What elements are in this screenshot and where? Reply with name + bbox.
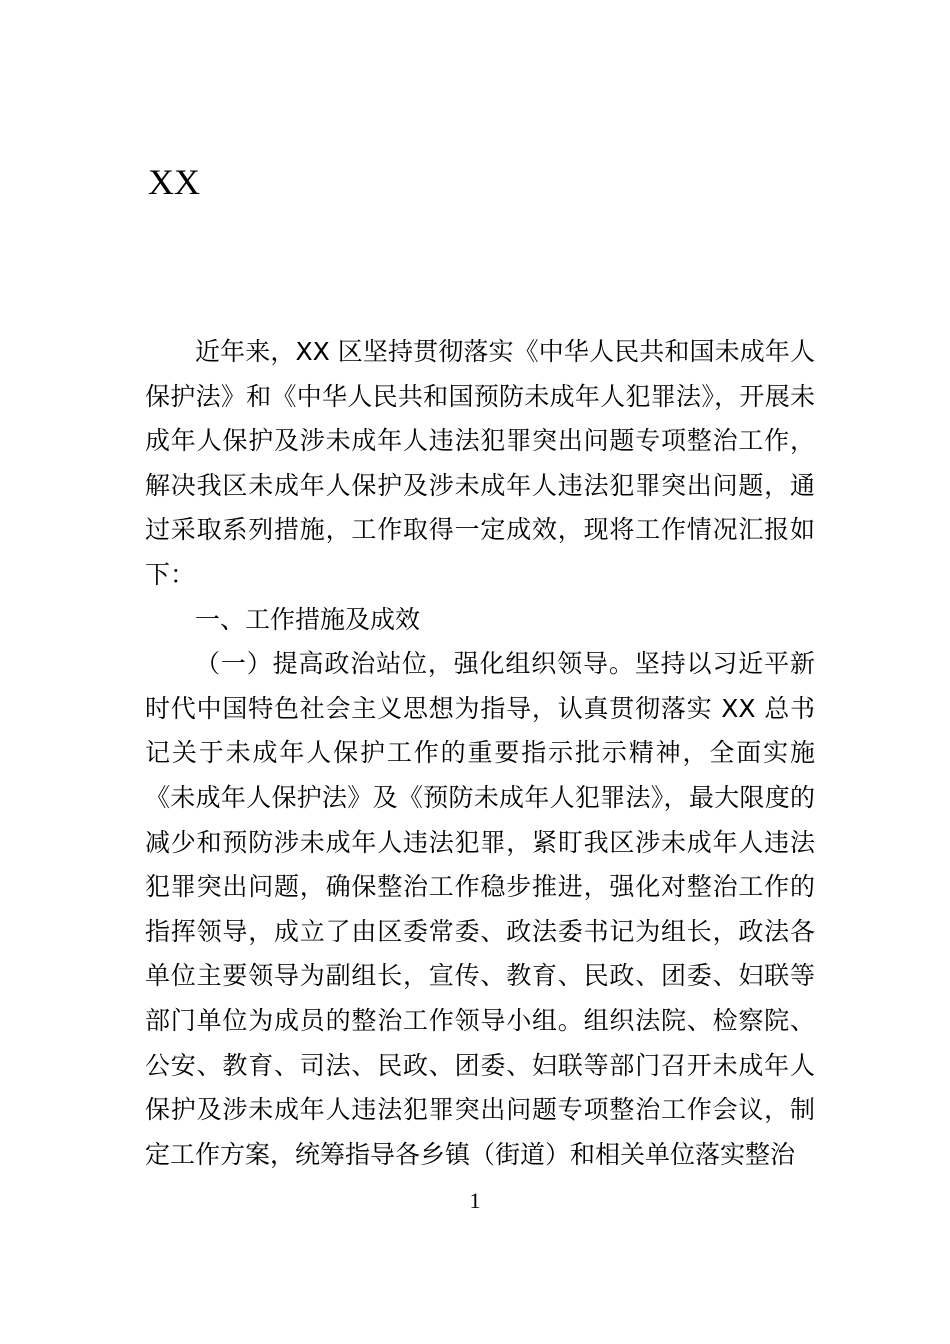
document-title: XX (148, 162, 200, 202)
page-number: 1 (469, 1188, 481, 1213)
document-body (145, 330, 815, 1177)
intro-paragraph: 近年来，XX 区坚持贯彻落实《中华人民共和国未成年人保护法》和《中华人民共和国预防未成年人犯罪法》，开展未成年人保护及涉未成年人违法犯罪突出问题专项整治工作，解决我区未成年人保护及涉未成年人违法犯罪突出问题，通过采取系列措施，工作取得一定成效，现将工作情况汇报如下： (145, 337, 815, 589)
section-heading: 一、工作措施及成效 (195, 604, 421, 634)
subsection-paragraph: （一）提高政治站位，强化组织领导。坚持以习近平新时代中国特色社会主义思想为指导，认真贯彻落实 XX 总书记关于未成年人保护工作的重要指示批示精神，全面实施《未成年人保护法》及《预防未成年人犯罪法》，最大限度的减少和预防涉未成年人违法犯罪，紧盯我区涉未成年人违法犯罪突出问题，确保整治工作稳步推进，强化对整治工作的指挥领导，成立了由区委常委、政法委书记为组长，政法各单位主要领导为副组长，宣传、教育、民政、团委、妇联等部门单位为成员的整治工作领导小组。组织法院、检察院、公安、教育、司法、民政、团委、妇联等部门召开未成年人保护及涉未成年人违法犯罪突出问题专项整治工作会议，制定工作方案，统筹指导各乡镇（街道）和相关单位落实整治 (145, 649, 815, 1169)
